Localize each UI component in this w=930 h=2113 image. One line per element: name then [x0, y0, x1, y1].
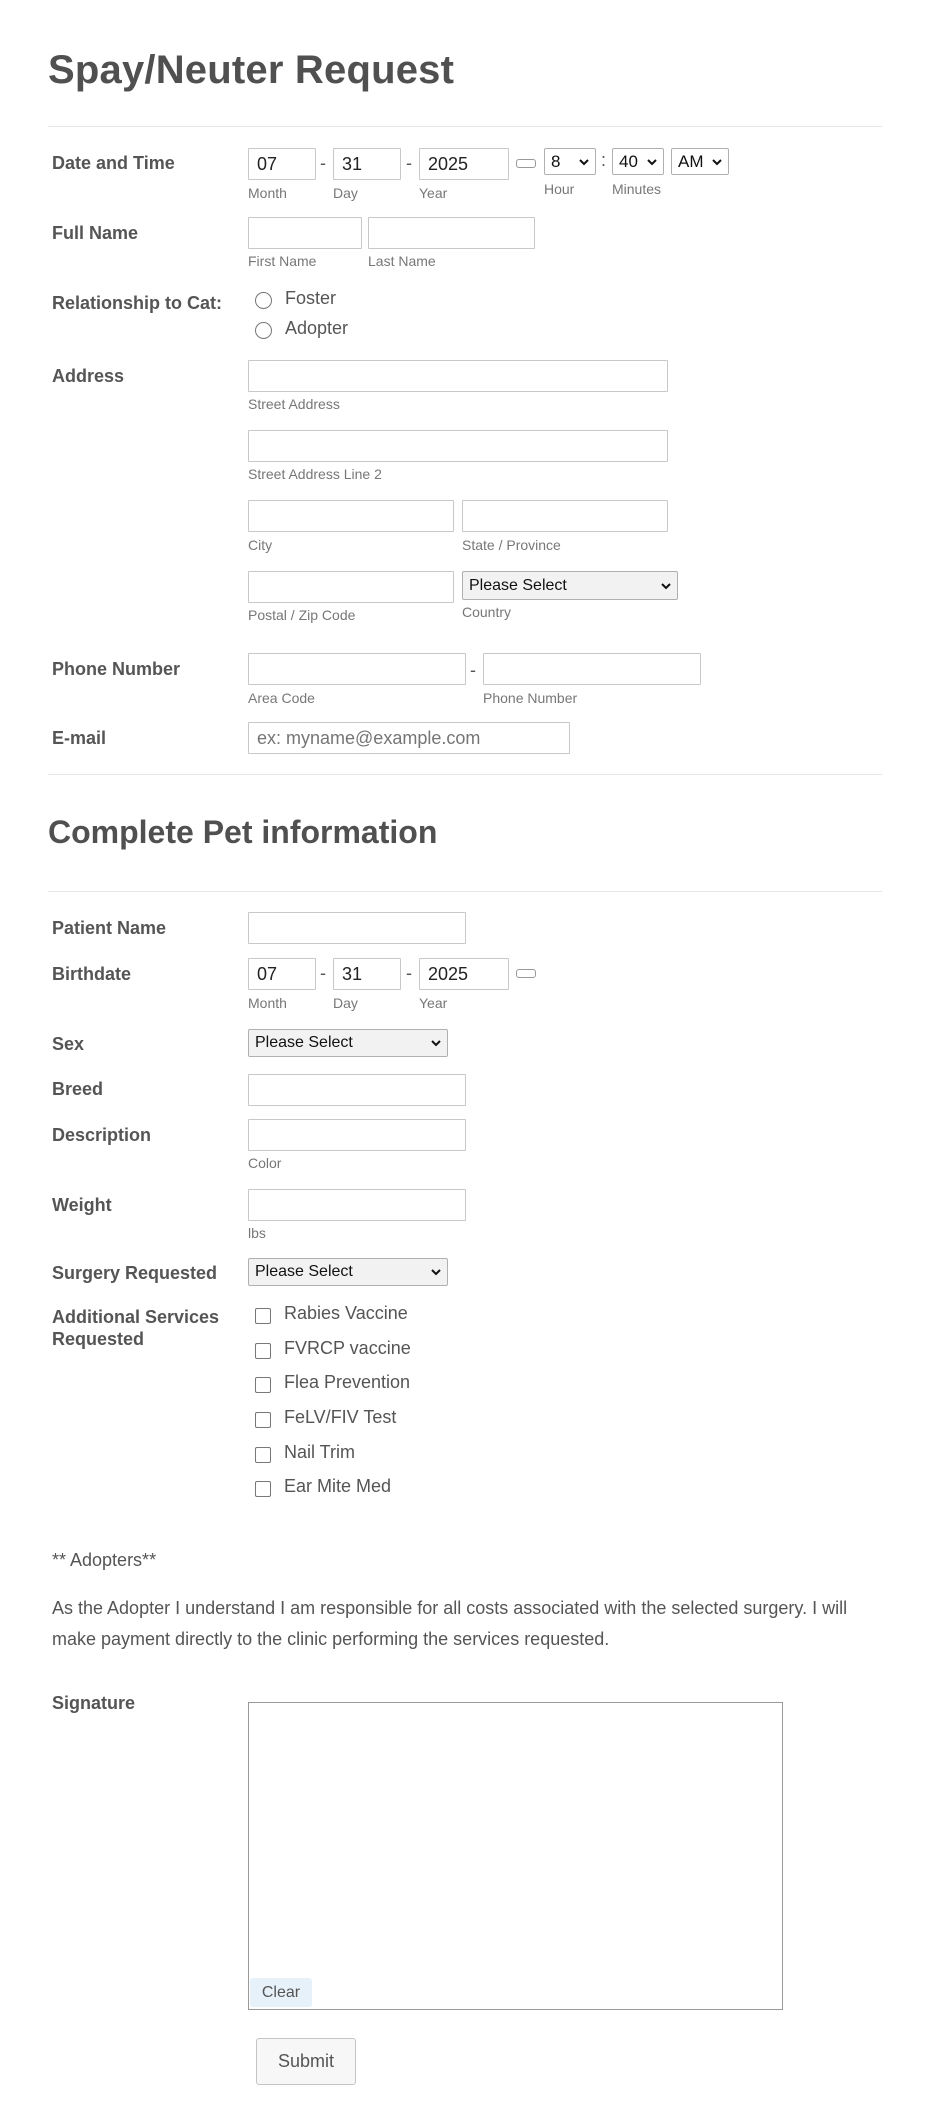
country-sublabel: Country — [462, 604, 512, 620]
adopter-option-label: Adopter — [285, 318, 349, 338]
chevron-down-icon — [647, 157, 657, 167]
phone-number-sublabel: Phone Number — [483, 690, 578, 706]
birth-year-sublabel: Year — [419, 995, 448, 1011]
patient-name-label: Patient Name — [52, 918, 167, 938]
pet-section-title: Complete Pet information — [48, 814, 438, 850]
state-sublabel: State / Province — [462, 537, 561, 553]
service-option-label: FeLV/FIV Test — [284, 1407, 397, 1427]
state-input[interactable] — [462, 500, 668, 532]
time-separator: : — [601, 150, 607, 170]
ampm-select[interactable] — [671, 148, 729, 175]
hour-sublabel: Hour — [544, 181, 575, 197]
services-label — [52, 1306, 219, 1350]
city-input[interactable] — [248, 500, 454, 532]
services-label-line2: Requested — [52, 1329, 145, 1349]
country-value: Please Select — [469, 576, 567, 594]
birth-month-input[interactable] — [248, 958, 316, 990]
minutes-sublabel: Minutes — [612, 181, 662, 197]
description-label: Description — [52, 1125, 152, 1145]
hour-select[interactable] — [544, 148, 596, 175]
area-code-sublabel: Area Code — [248, 690, 315, 706]
adopter-radio[interactable] — [255, 322, 272, 339]
service-option-label: Ear Mite Med — [284, 1476, 392, 1496]
chevron-down-icon — [579, 157, 589, 167]
month-sublabel: Month — [248, 185, 287, 201]
chevron-down-icon — [431, 1038, 441, 1048]
country-select[interactable] — [462, 571, 678, 600]
service-option-label: Nail Trim — [284, 1442, 355, 1462]
zip-sublabel: Postal / Zip Code — [248, 607, 356, 623]
phone-label: Phone Number — [52, 659, 181, 679]
first-name-sublabel: First Name — [248, 253, 317, 269]
signature-pad[interactable] — [248, 1702, 783, 2010]
pet-title-divider — [48, 891, 882, 892]
chevron-down-icon — [712, 157, 722, 167]
adopters-text-line1: As the Adopter I understand I am responsible for all costs associated with the selected surgery. I will — [52, 1598, 848, 1618]
color-sublabel: Color — [248, 1155, 282, 1171]
year-sublabel: Year — [419, 185, 448, 201]
flea-checkbox[interactable] — [255, 1377, 271, 1393]
relationship-label: Relationship to Cat: — [52, 293, 222, 313]
services-label-line1: Additional Services — [52, 1307, 220, 1327]
breed-input[interactable] — [248, 1074, 466, 1106]
breed-label: Breed — [52, 1079, 104, 1099]
first-name-input[interactable] — [248, 217, 362, 249]
patient-name-input[interactable] — [248, 912, 466, 944]
zip-input[interactable] — [248, 571, 454, 603]
last-name-input[interactable] — [368, 217, 535, 249]
minutes-select[interactable] — [612, 148, 664, 175]
adopters-text — [52, 1593, 892, 1655]
foster-option-label: Foster — [285, 288, 337, 308]
hour-value: 8 — [551, 151, 561, 171]
felv-fiv-checkbox[interactable] — [255, 1412, 271, 1428]
date-separator: - — [406, 153, 412, 173]
surgery-select[interactable] — [248, 1258, 448, 1286]
birth-day-input[interactable] — [333, 958, 401, 990]
phone-separator: - — [470, 660, 476, 680]
weight-sublabel: lbs — [248, 1225, 266, 1241]
birth-day-sublabel: Day — [333, 995, 358, 1011]
year-input[interactable] — [419, 148, 509, 180]
service-option-label: Rabies Vaccine — [284, 1303, 408, 1323]
sex-value: Please Select — [255, 1034, 353, 1051]
clear-signature-button[interactable]: Clear — [250, 1978, 312, 2007]
day-sublabel: Day — [333, 185, 358, 201]
section-divider — [48, 774, 882, 775]
weight-input[interactable] — [248, 1189, 466, 1221]
month-input[interactable] — [248, 148, 316, 180]
chevron-down-icon — [661, 581, 671, 591]
rabies-checkbox[interactable] — [255, 1308, 271, 1324]
phone-number-input[interactable] — [483, 653, 701, 685]
address-label: Address — [52, 366, 125, 386]
minutes-value: 40 — [619, 151, 638, 171]
full-name-label: Full Name — [52, 223, 139, 243]
day-input[interactable] — [333, 148, 401, 180]
surgery-value: Please Select — [255, 1263, 353, 1280]
date-separator: - — [320, 963, 326, 983]
email-input[interactable] — [248, 722, 570, 754]
ampm-value: AM — [678, 151, 704, 171]
weight-label: Weight — [52, 1195, 112, 1215]
signature-label: Signature — [52, 1693, 136, 1713]
service-option-label: Flea Prevention — [284, 1372, 411, 1392]
area-code-input[interactable] — [248, 653, 466, 685]
adopters-text-line2: make payment directly to the clinic performing the services requested. — [52, 1629, 610, 1649]
street-address-2-sublabel: Street Address Line 2 — [248, 466, 382, 482]
birth-year-input[interactable] — [419, 958, 509, 990]
title-divider — [48, 126, 882, 127]
service-option-label: FVRCP vaccine — [284, 1338, 411, 1358]
page-title: Spay/Neuter Request — [48, 48, 455, 92]
surgery-label: Surgery Requested — [52, 1263, 218, 1283]
street-address-sublabel: Street Address — [248, 396, 340, 412]
street-address-2-input[interactable] — [248, 430, 668, 462]
nail-trim-checkbox[interactable] — [255, 1447, 271, 1463]
calendar-icon[interactable] — [516, 969, 536, 978]
date-separator: - — [406, 963, 412, 983]
date-time-label: Date and Time — [52, 153, 175, 173]
last-name-sublabel: Last Name — [368, 253, 436, 269]
street-address-input[interactable] — [248, 360, 668, 392]
fvrcp-checkbox[interactable] — [255, 1343, 271, 1359]
foster-radio[interactable] — [255, 292, 272, 309]
birth-month-sublabel: Month — [248, 995, 287, 1011]
sex-select[interactable] — [248, 1029, 448, 1057]
city-sublabel: City — [248, 537, 273, 553]
description-input[interactable] — [248, 1119, 466, 1151]
adopters-heading: ** Adopters** — [52, 1550, 157, 1570]
date-separator: - — [320, 153, 326, 173]
birthdate-label: Birthdate — [52, 964, 132, 984]
sex-label: Sex — [52, 1034, 85, 1054]
ear-mite-checkbox[interactable] — [255, 1481, 271, 1497]
calendar-icon[interactable] — [516, 159, 536, 168]
submit-button[interactable]: Submit — [256, 2038, 356, 2085]
chevron-down-icon — [431, 1267, 441, 1277]
email-label: E-mail — [52, 728, 107, 748]
